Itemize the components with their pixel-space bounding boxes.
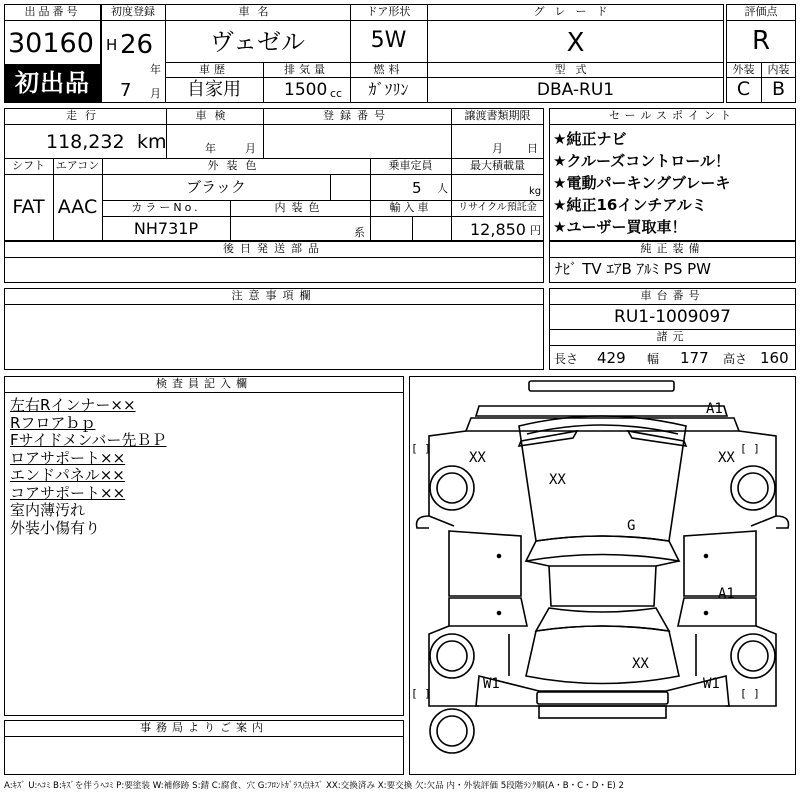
interior-color-unit: 系 bbox=[354, 226, 365, 239]
notes-label: 注意事項欄 bbox=[231, 289, 317, 302]
dims-label: 諸元 bbox=[656, 330, 689, 343]
damage-mark-front-left: XX bbox=[469, 450, 486, 466]
damage-mark-right-side: A1 bbox=[718, 586, 735, 602]
grade: X bbox=[566, 28, 585, 58]
bracket-right-bottom: [ ] bbox=[740, 687, 760, 700]
month-unit: 月 bbox=[150, 87, 161, 100]
inspector-note-underlined: コアサポート×× bbox=[10, 483, 126, 502]
length: 429 bbox=[597, 349, 626, 367]
damage-mark-front-right: XX bbox=[718, 450, 735, 466]
model-code: DBA-RU1 bbox=[536, 80, 615, 100]
sales-point-item: ★純正16インチアルミ bbox=[553, 196, 707, 214]
displacement-unit: cc bbox=[330, 87, 343, 100]
recycle-unit: 円 bbox=[530, 224, 541, 237]
exterior-color: ブラック bbox=[186, 178, 246, 196]
grade-label: グレード bbox=[533, 5, 618, 18]
fuel-label: 燃料 bbox=[373, 63, 404, 76]
transfer-month-unit: 月 bbox=[492, 142, 503, 155]
max-load-unit: kg bbox=[529, 186, 542, 197]
exterior-score: C bbox=[736, 78, 751, 100]
color-label: 外装色 bbox=[207, 159, 265, 172]
year-unit: 年 bbox=[150, 63, 161, 76]
bracket-left-top: [ ] bbox=[411, 442, 431, 455]
displacement: 1500 bbox=[284, 80, 328, 100]
damage-mark-rear-right: W1 bbox=[703, 676, 720, 692]
inspector-notes bbox=[10, 397, 166, 537]
first-reg-month: 7 bbox=[120, 80, 132, 101]
history-label: 車歴 bbox=[199, 63, 229, 76]
damage-mark-hood: XX bbox=[549, 472, 566, 488]
sales-point-item: ★純正ナビ bbox=[553, 130, 627, 148]
first-reg-year: 26 bbox=[120, 30, 154, 60]
first-listing-badge bbox=[5, 65, 100, 102]
recycle-fee: 12,850 bbox=[470, 220, 526, 239]
sales-point-item: ★電動パーキングブレーキ bbox=[553, 174, 731, 192]
width-label: 幅 bbox=[647, 352, 660, 366]
overall-score: R bbox=[751, 26, 771, 56]
height-label: 高さ bbox=[723, 352, 748, 366]
mileage-label: 走行 bbox=[66, 109, 104, 122]
lot-number-label: 出品番号 bbox=[24, 5, 81, 18]
equipment-list: ﾅﾋﾞ TV ｴｱB ｱﾙﾐ PS PW bbox=[555, 260, 711, 278]
shift-label: シフト bbox=[12, 159, 45, 172]
ac: AAC bbox=[57, 196, 98, 218]
inspection-label: 車検 bbox=[195, 109, 234, 122]
color-no-label: カラーNo. bbox=[131, 201, 201, 214]
damage-mark-rear-left: W1 bbox=[483, 676, 500, 692]
inspection-year-unit: 年 bbox=[205, 142, 216, 155]
later-parts-label: 後日発送部品 bbox=[223, 242, 325, 255]
exterior-label: 外装 bbox=[732, 63, 755, 76]
equipment-label: 純正装備 bbox=[640, 242, 705, 255]
reg-no-label: 登録番号 bbox=[323, 109, 391, 122]
door-label: ドア形状 bbox=[366, 5, 411, 18]
width: 177 bbox=[680, 349, 709, 367]
shift: FAT bbox=[12, 196, 45, 218]
first-listing-text: 初出品 bbox=[15, 69, 90, 97]
door-type: 5W bbox=[370, 28, 407, 53]
interior-score: B bbox=[771, 78, 786, 100]
sales-point-item: ★クルーズコントロール！ bbox=[553, 152, 730, 170]
history: 自家用 bbox=[187, 79, 241, 100]
length-label: 長さ bbox=[554, 352, 579, 366]
damage-mark-rear: XX bbox=[632, 656, 649, 672]
sales-points-label: セールスポイント bbox=[608, 109, 736, 122]
bracket-right-top: [ ] bbox=[740, 442, 760, 455]
ac-label: エアコン bbox=[55, 159, 100, 172]
color-no: NH731P bbox=[133, 219, 199, 238]
capacity: 5 bbox=[412, 179, 422, 197]
recycle-label: リサイクル預託金 bbox=[458, 202, 537, 213]
inspector-note-underlined: Fサイドメンバー先ＢＰ bbox=[10, 431, 167, 449]
chassis-number: RU1-1009097 bbox=[614, 307, 731, 327]
score-label: 評価点 bbox=[744, 5, 778, 18]
bracket-left-bottom: [ ] bbox=[411, 687, 431, 700]
sales-points-list bbox=[553, 128, 730, 238]
inspector-label: 検査員記入欄 bbox=[156, 377, 252, 390]
displacement-label: 排気量 bbox=[284, 63, 329, 76]
inspector-note-underlined: Rフロアｂｐ bbox=[10, 413, 96, 432]
import-label: 輸入車 bbox=[389, 201, 432, 214]
legend: A:ｷｽﾞ U:ﾍｺﾐ B:ｷｽﾞを伴うﾍｺﾐ P:要塗装 W:補修跡 S:錆 C:腐食、穴 G:ﾌﾛﾝﾄｶﾞﾗｽ点ｷｽﾞ XX:交換済み X:要交換 欠:欠品 内・外装評価 5段階ﾗﾝｸ順(A・B・C・D・E) 2 bbox=[4, 781, 624, 791]
fuel: ｶﾞｿﾘﾝ bbox=[368, 80, 409, 99]
transfer-label: 譲渡書類期限 bbox=[464, 109, 531, 122]
damage-mark-windshield: G bbox=[627, 518, 636, 534]
car-diagram bbox=[409, 376, 796, 775]
era: H bbox=[106, 36, 118, 54]
inspector-note: 外装小傷有り bbox=[10, 518, 101, 537]
lot-number: 30160 bbox=[8, 28, 94, 59]
inspector-note-underlined: ロアサポート×× bbox=[10, 448, 126, 467]
mileage: 118,232 bbox=[46, 131, 125, 153]
mileage-unit: km bbox=[137, 131, 167, 153]
car-name: ヴェゼル bbox=[209, 28, 306, 56]
inspector-note-underlined: エンドパネル×× bbox=[10, 466, 125, 484]
car-name-label: 車名 bbox=[238, 5, 277, 18]
first-reg-label: 初度登録 bbox=[111, 5, 155, 18]
capacity-label: 乗車定員 bbox=[388, 159, 433, 172]
height: 160 bbox=[760, 349, 789, 367]
chassis-label: 車台番号 bbox=[640, 289, 705, 302]
inspection-month-unit: 月 bbox=[245, 142, 256, 155]
model-label: 型式 bbox=[554, 63, 597, 76]
capacity-unit: 人 bbox=[437, 182, 448, 195]
inspector-note-underlined: 左右Rインナー×× bbox=[10, 396, 136, 414]
interior-color-label: 内装色 bbox=[274, 201, 326, 214]
inspector-note: 室内薄汚れ bbox=[10, 501, 86, 519]
damage-mark-front-a1: A1 bbox=[706, 401, 723, 417]
transfer-day-unit: 日 bbox=[527, 142, 538, 155]
max-load-label: 最大積載量 bbox=[470, 159, 525, 172]
interior-label: 内装 bbox=[767, 63, 790, 76]
office-label: 事務局よりご案内 bbox=[140, 721, 268, 734]
sales-point-item: ★ユーザー買取車！ bbox=[553, 218, 687, 236]
